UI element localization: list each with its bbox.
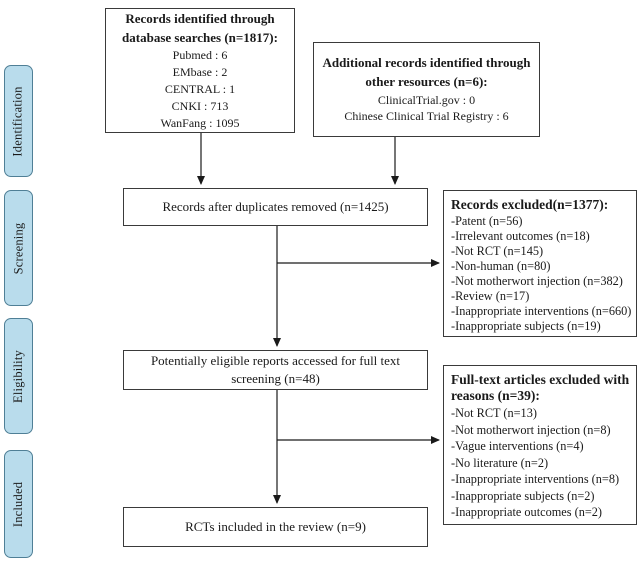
box-fulltext-excluded xyxy=(443,365,637,525)
count-line: Chinese Clinical Trial Registry : 6 xyxy=(344,109,509,124)
stage-screening-label: Screening xyxy=(11,222,26,274)
count-line: EMbase : 2 xyxy=(172,65,228,80)
exclusion-reason: -Inappropriate interventions (n=660) xyxy=(451,304,632,319)
box-fulltext-excluded-title: Full-text articles excluded with reasons (n=39): xyxy=(451,372,630,404)
exclusion-reason: -Patent (n=56) xyxy=(451,214,523,229)
stage-eligibility-label: Eligibility xyxy=(11,349,25,403)
stage-included-label: Included xyxy=(11,481,25,527)
exclusion-reason: -Not RCT (n=145) xyxy=(451,244,544,259)
box-additional-records xyxy=(313,42,540,137)
stage-eligibility xyxy=(4,318,33,434)
exclusion-reason: -Inappropriate interventions (n=8) xyxy=(451,472,620,487)
box-full-text-screening xyxy=(123,350,428,390)
box-records-identified xyxy=(105,8,295,133)
exclusion-reason: -Not motherwort injection (n=8) xyxy=(451,422,611,437)
exclusion-reason: -Irrelevant outcomes (n=18) xyxy=(451,229,590,244)
stage-screening xyxy=(4,190,33,306)
box-rcts-included-text: RCTs included in the review (n=9) xyxy=(185,519,366,535)
stage-identification xyxy=(4,65,33,177)
box-records-identified-title: Records identified through database searches (n=1817): xyxy=(122,10,278,45)
exclusion-reason: -Review (n=17) xyxy=(451,289,530,304)
box-duplicates-removed xyxy=(123,188,428,226)
exclusion-reason: -Non-human (n=80) xyxy=(451,259,551,274)
box-rcts-included xyxy=(123,507,428,547)
exclusion-reason: -No literature (n=2) xyxy=(451,455,549,470)
count-line: Pubmed : 6 xyxy=(172,48,228,63)
count-line: CENTRAL : 1 xyxy=(164,81,236,96)
exclusion-reason: -Not RCT (n=13) xyxy=(451,406,537,421)
count-line: WanFang : 1095 xyxy=(160,115,240,130)
box-duplicates-removed-text: Records after duplicates removed (n=1425) xyxy=(162,199,389,215)
count-line: CNKI : 713 xyxy=(171,98,229,113)
exclusion-reason: -Not motherwort injection (n=382) xyxy=(451,274,623,289)
box-records-excluded-title: Records excluded(n=1377): xyxy=(451,197,609,212)
box-records-excluded xyxy=(443,190,637,337)
box-additional-records-title: Additional records identified through other resources (n=6): xyxy=(322,54,531,89)
stage-identification-label: Identification xyxy=(11,85,26,157)
exclusion-reason: -Inappropriate subjects (n=2) xyxy=(451,488,595,503)
exclusion-reason: -Vague interventions (n=4) xyxy=(451,439,584,454)
exclusion-reason: -Inappropriate subjects (n=19) xyxy=(451,319,601,334)
count-line: ClinicalTrial.gov : 0 xyxy=(377,92,476,107)
box-full-text-screening-text: Potentially eligible reports accessed for full text screening (n=48) xyxy=(150,353,401,386)
exclusion-reason: -Inappropriate outcomes (n=2) xyxy=(451,505,603,520)
stage-included xyxy=(4,450,33,558)
